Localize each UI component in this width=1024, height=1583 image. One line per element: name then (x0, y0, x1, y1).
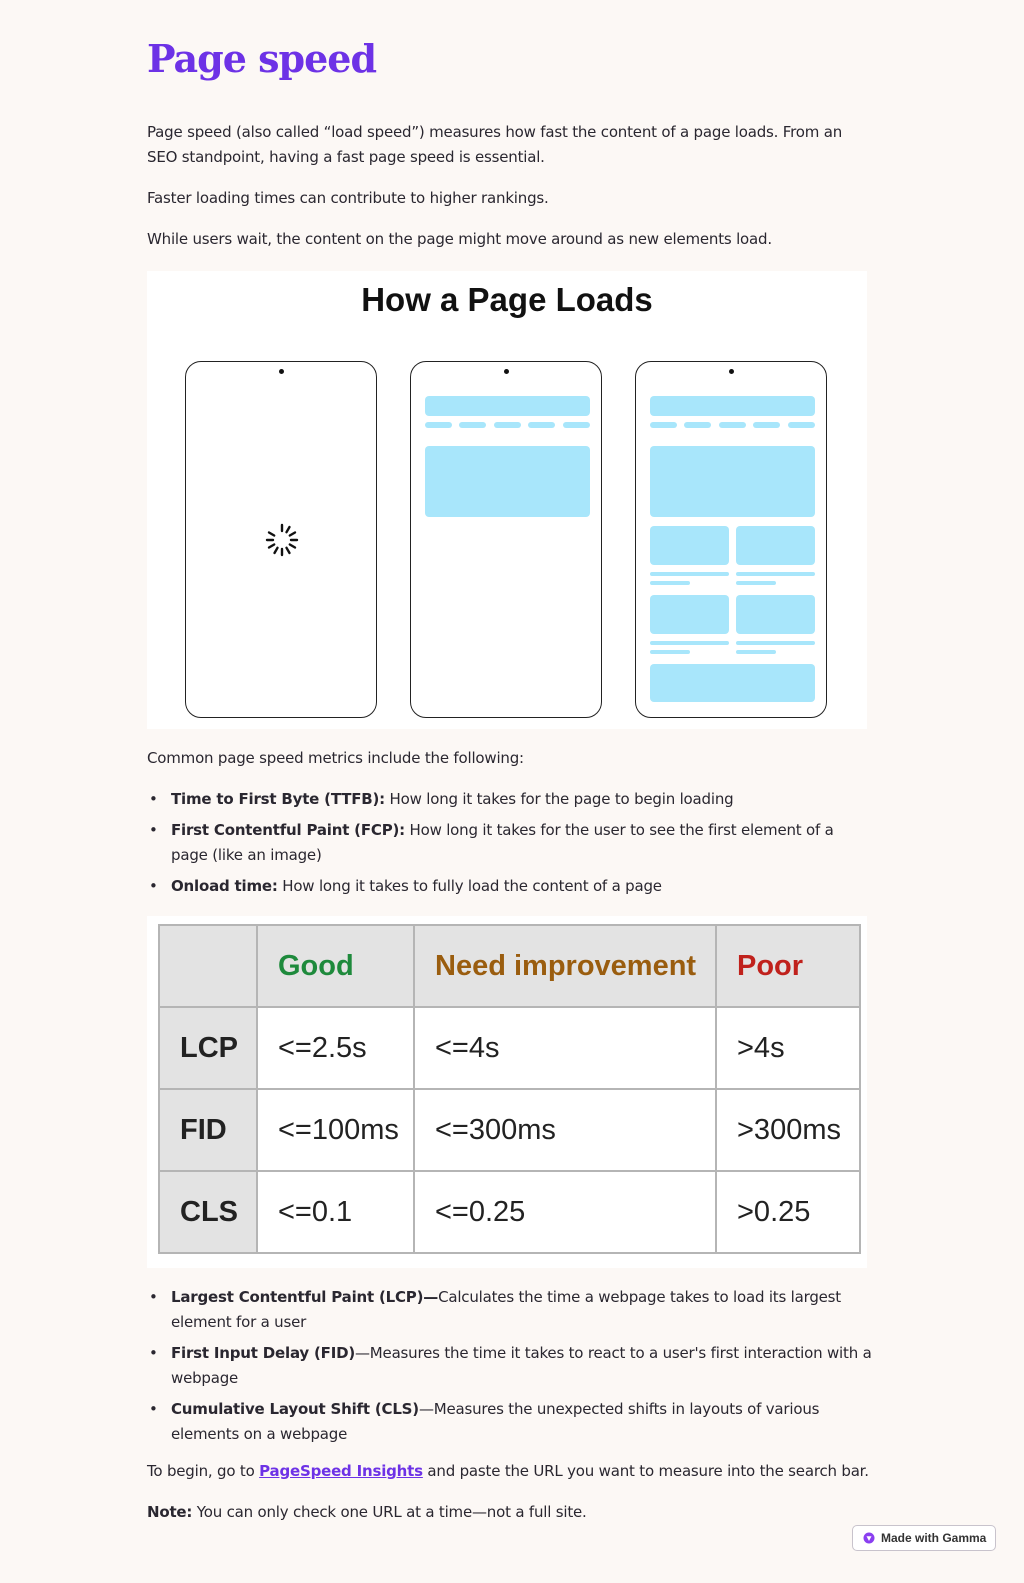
phone-partial-stage (410, 361, 602, 718)
definition-term: Cumulative Layout Shift (CLS) (171, 1400, 419, 1418)
intro-paragraph-2: Faster loading times can contribute to higher rankings. (147, 189, 549, 207)
intro-paragraph-3: While users wait, the content on the page might move around as new elements load. (147, 230, 772, 248)
list-item (147, 1285, 873, 1335)
metrics-intro: Common page speed metrics include the following: (147, 749, 524, 767)
nav-line (753, 422, 780, 428)
metric-term: First Contentful Paint (FCP): (171, 821, 405, 839)
text-line (736, 581, 776, 585)
cell-poor: >0.25 (716, 1171, 860, 1253)
list-item (147, 1341, 873, 1391)
nav-line (494, 422, 521, 428)
definition-desc: Calculates the time a webpage takes to load its largest element for a user (171, 1288, 841, 1331)
metric-desc: How long it takes to fully load the content of a page (277, 877, 662, 895)
cell-poor: >300ms (716, 1089, 860, 1171)
text-line (650, 650, 690, 654)
intro-paragraph-1: Page speed (also called “load speed”) measures how fast the content of a page loads. From an SEO standpoint, having a fast page speed is essential. (147, 123, 843, 166)
card-block (650, 526, 729, 565)
figure-title (147, 281, 867, 319)
list-item (147, 818, 873, 868)
metric-term: Onload time: (171, 877, 278, 895)
nav-line (684, 422, 711, 428)
nav-line (459, 422, 486, 428)
gamma-logo-icon (863, 1532, 875, 1544)
figure-title-text: How a Page Loads (361, 281, 653, 318)
text-line (650, 641, 729, 645)
camera-dot (504, 369, 509, 374)
definitions-list (147, 1285, 873, 1453)
row-metric: LCP (159, 1007, 257, 1089)
phone-loading-stage (185, 361, 377, 718)
metrics-list (147, 787, 873, 905)
table-row (159, 1089, 860, 1171)
metric-term: Time to First Byte (TTFB): (171, 790, 385, 808)
note-text: You can only check one URL at a time—not a full site. (192, 1503, 587, 1521)
definition-term: First Input Delay (FID) (171, 1344, 355, 1362)
loading-spinner-icon (264, 522, 300, 558)
badge-label: Made with Gamma (881, 1531, 987, 1545)
text-line (650, 572, 729, 576)
begin-text-after: and paste the URL you want to measure into the search bar. (422, 1462, 869, 1480)
table-row (159, 1007, 860, 1089)
row-metric: FID (159, 1089, 257, 1171)
nav-line (719, 422, 746, 428)
core-web-vitals-table (158, 924, 861, 1254)
cell-good: <=100ms (257, 1089, 414, 1171)
begin-paragraph (147, 1459, 873, 1484)
definition-term: Largest Contentful Paint (LCP)— (171, 1288, 439, 1306)
table-header-empty (159, 925, 257, 1007)
card-block (736, 595, 815, 634)
list-item (147, 874, 873, 899)
header-block (650, 396, 815, 416)
card-block (650, 595, 729, 634)
camera-dot (279, 369, 284, 374)
definition-desc: —Measures the unexpected shifts in layouts of various elements on a webpage (171, 1400, 820, 1443)
page-title: Page speed (147, 36, 377, 81)
nav-line (650, 422, 677, 428)
note-paragraph (147, 1500, 873, 1525)
header-block (425, 396, 590, 416)
metric-desc: How long it takes for the user to see the first element of a page (like an image) (171, 821, 834, 864)
definition-desc: —Measures the time it takes to react to a user's first interaction with a webpage (171, 1344, 872, 1387)
row-metric: CLS (159, 1171, 257, 1253)
nav-line (528, 422, 555, 428)
list-item (147, 787, 873, 812)
cell-poor: >4s (716, 1007, 860, 1089)
metric-desc: How long it takes for the page to begin loading (384, 790, 734, 808)
table-header-need-improvement: Need improvement (414, 925, 716, 1007)
nav-line (788, 422, 815, 428)
table-header-poor: Poor (716, 925, 860, 1007)
footer-block (650, 664, 815, 702)
pagespeed-insights-link[interactable]: PageSpeed Insights (259, 1462, 423, 1480)
hero-block (650, 446, 815, 517)
phone-loaded-stage (635, 361, 827, 718)
nav-line (425, 422, 452, 428)
text-line (736, 572, 815, 576)
table-row (159, 1171, 860, 1253)
text-line (736, 641, 815, 645)
table-header-good: Good (257, 925, 414, 1007)
hero-block (425, 446, 590, 517)
table-header-row (159, 925, 860, 1007)
cell-good: <=0.1 (257, 1171, 414, 1253)
cell-good: <=2.5s (257, 1007, 414, 1089)
list-item (147, 1397, 873, 1447)
cell-improve: <=300ms (414, 1089, 716, 1171)
made-with-gamma-badge[interactable] (852, 1525, 996, 1551)
text-line (650, 581, 690, 585)
note-label: Note: (147, 1503, 193, 1521)
cell-improve: <=0.25 (414, 1171, 716, 1253)
cell-improve: <=4s (414, 1007, 716, 1089)
card-block (736, 526, 815, 565)
camera-dot (729, 369, 734, 374)
nav-line (563, 422, 590, 428)
text-line (736, 650, 776, 654)
begin-text-before: To begin, go to (147, 1462, 260, 1480)
